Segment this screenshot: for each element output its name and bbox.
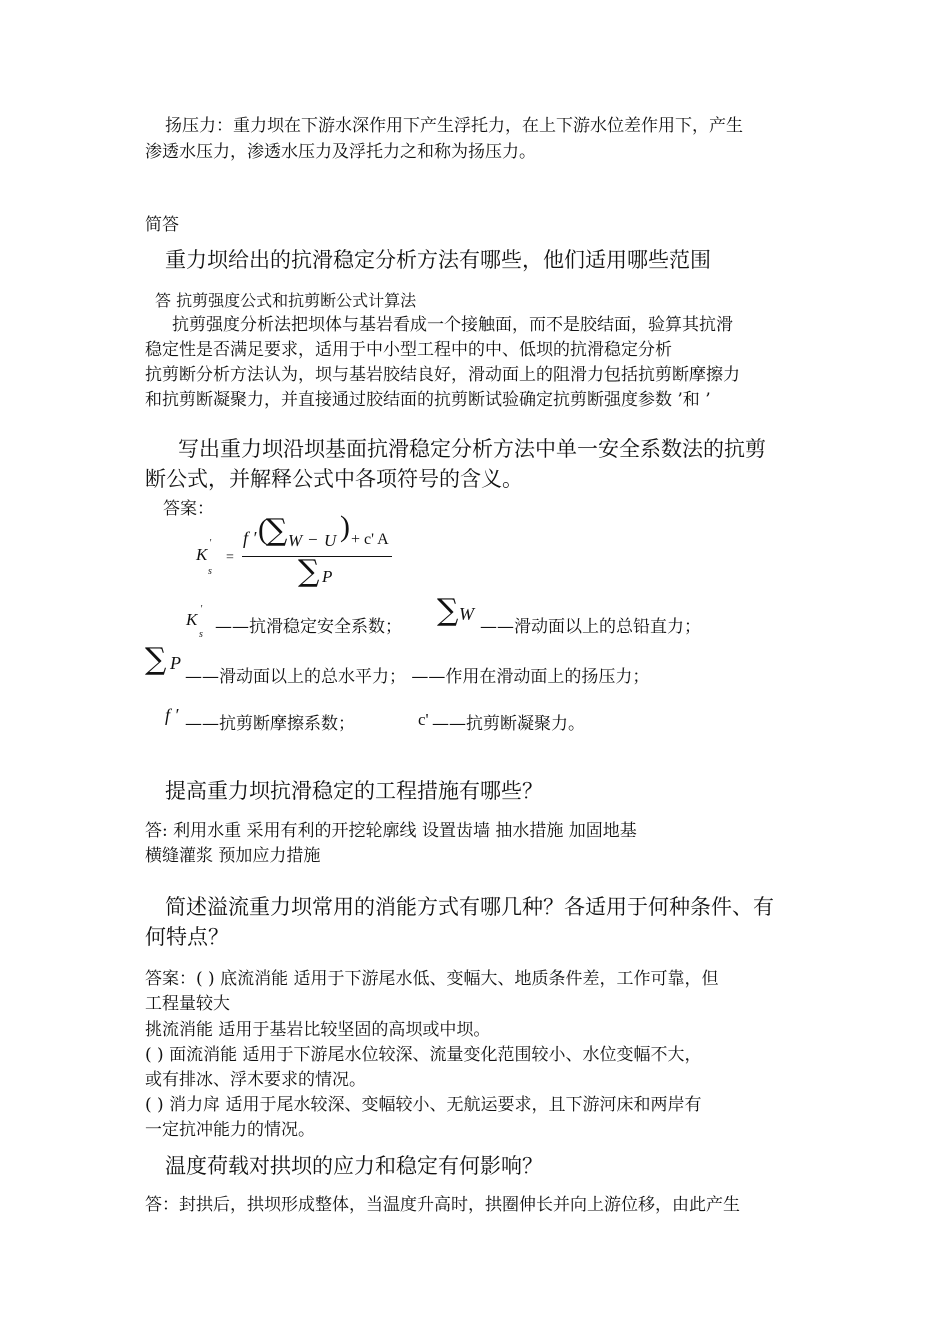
formula-paren-open: ( — [258, 513, 268, 546]
def-k-prime: ' — [200, 604, 203, 615]
question-heading: 写出重力坝沿坝基面抗滑稳定分析方法中单一安全系数法的抗剪 — [178, 437, 766, 461]
definition: ——抗滑稳定安全系数； — [215, 617, 402, 637]
formula-plus-c: + c' A — [351, 531, 389, 548]
question-heading: 断公式，并解释公式中各项符号的含义。 — [145, 467, 523, 491]
sigma-icon: ∑ — [298, 554, 320, 589]
text-line: 渗透水压力，渗透水压力及浮托力之和称为扬压力。 — [145, 142, 536, 162]
answer-line: 答: 利用水重 采用有利的开挖轮廓线 设置齿墙 抽水措施 加固地基 — [145, 821, 637, 841]
def-p-symbol: P — [170, 653, 181, 673]
answer-line: 答：封拱后，拱坝形成整体，当温度升高时，拱圈伸长并向上游位移，由此产生 — [145, 1195, 740, 1215]
formula-subscript: s — [208, 566, 212, 577]
sigma-icon: ∑ — [437, 593, 459, 628]
definition: ——抗剪断摩擦系数； — [185, 714, 355, 734]
answer-line: 和抗剪断凝聚力，并直接通过胶结面的抗剪断试验确定抗剪断强度参数 ’和 ’ — [145, 390, 711, 410]
definition: ——滑动面以上的总水平力； ——作用在滑动面上的扬压力； — [185, 667, 650, 687]
answer-line: 抗剪断分析方法认为，坝与基岩胶结良好，滑动面上的阻滑力包括抗剪断摩擦力 — [145, 365, 740, 385]
question-heading: 提高重力坝抗滑稳定的工程措施有哪些？ — [165, 779, 543, 803]
formula-f: f ′ — [243, 528, 257, 548]
def-k-subscript: s — [199, 629, 203, 640]
formula-prime: ' — [209, 538, 212, 549]
formula-equals: = — [226, 550, 234, 565]
definition: ——抗剪断凝聚力。 — [432, 714, 585, 734]
answer-label: 答案： — [163, 499, 214, 519]
answer-line: 答案：( ) 底流消能 适用于下游尾水低、变幅大、地质条件差，工作可靠，但 — [145, 969, 719, 989]
answer-line: 挑流消能 适用于基岩比较坚固的高坝或中坝。 — [145, 1020, 491, 1040]
formula-k: K — [196, 545, 208, 564]
sigma-icon: ∑ — [145, 642, 167, 677]
sigma-icon: ∑ — [266, 513, 288, 548]
question-heading: 重力坝给出的抗滑稳定分析方法有哪些，他们适用哪些范围 — [165, 248, 711, 272]
answer-line: 横缝灌浆 预加应力措施 — [145, 846, 321, 866]
answer-line: 抗剪强度分析法把坝体与基岩看成一个接触面，而不是胶结面，验算其抗滑 — [172, 315, 733, 335]
answer-line: 工程量较大 — [145, 994, 230, 1014]
definition: ——滑动面以上的总铅直力； — [480, 617, 701, 637]
answer-line: 稳定性是否满足要求，适用于中小型工程中的中、低坝的抗滑稳定分析 — [145, 340, 672, 360]
formula-u: U — [324, 531, 337, 550]
question-heading: 何特点？ — [145, 925, 229, 949]
answer-line: ( ) 面流消能 适用于下游尾水位较深、流量变化范围较小、水位变幅不大， — [145, 1045, 702, 1065]
def-c-symbol: c' — [418, 710, 429, 729]
def-k-symbol: K — [186, 610, 198, 629]
formula-p: P — [322, 567, 333, 586]
answer-line: 一定抗冲能力的情况。 — [145, 1120, 315, 1140]
section-label: 简答 — [145, 215, 179, 235]
answer-line: 或有排冰、浮木要求的情况。 — [145, 1070, 366, 1090]
question-heading: 简述溢流重力坝常用的消能方式有哪几种？各适用于何种条件、有 — [165, 895, 774, 919]
text-line: 扬压力：重力坝在下游水深作用下产生浮托力，在上下游水位差作用下，产生 — [165, 116, 743, 136]
def-f-symbol: f ′ — [165, 705, 179, 725]
formula-w: W — [288, 531, 303, 550]
answer-line: 答 抗剪强度公式和抗剪断公式计算法 — [155, 291, 417, 310]
answer-line: ( ) 消力戽 适用于尾水较深、变幅较小、无航运要求，且下游河床和两岸有 — [145, 1095, 702, 1115]
formula-minus: − — [308, 530, 318, 549]
formula-paren-close: ) — [340, 510, 350, 543]
def-w-symbol: W — [459, 604, 474, 624]
question-heading: 温度荷载对拱坝的应力和稳定有何影响？ — [165, 1154, 543, 1178]
